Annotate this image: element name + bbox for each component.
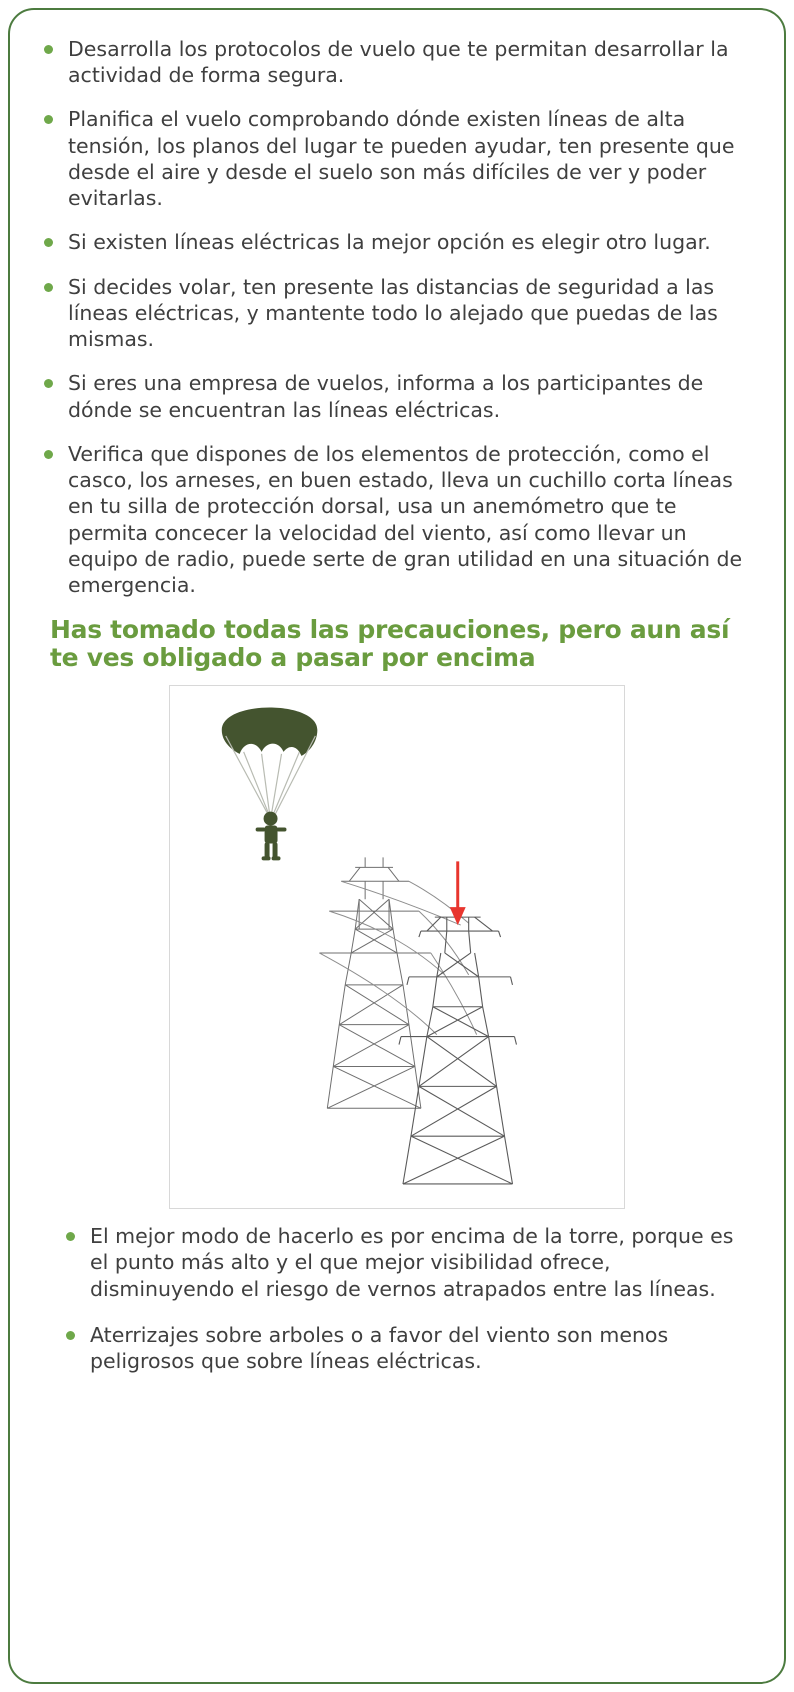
parachute-canopy-icon	[222, 708, 318, 756]
red-arrow-icon	[450, 862, 466, 926]
list-item: Si existen líneas eléctricas la mejor opción es elegir otro lugar.	[40, 229, 754, 255]
pilot-figure-icon	[256, 812, 287, 861]
safety-tips-list-bottom	[40, 1223, 754, 1374]
list-item: Desarrolla los protocolos de vuelo que te permitan desarrollar la actividad de forma segura.	[40, 36, 754, 88]
list-item: Planifica el vuelo comprobando dónde existen líneas de alta tensión, los planos del lugar te pueden ayudar, ten presente que desde el aire y desde el suelo son más difíciles de ver y poder evitarlas.	[40, 106, 754, 211]
info-card	[8, 8, 786, 1684]
paraglider-over-power-lines-illustration	[170, 686, 624, 1208]
power-tower-back-icon	[319, 858, 431, 1109]
list-item: Aterrizajes sobre arboles o a favor del viento son menos peligrosos que sobre líneas eléctricas.	[62, 1322, 754, 1374]
section-heading: Has tomado todas las precauciones, pero aun así te ves obligado a pasar por encima	[50, 615, 730, 672]
illustration-frame	[169, 685, 625, 1209]
safety-tips-list-top	[40, 36, 754, 598]
list-item: Si decides volar, ten presente las distancias de seguridad a las líneas eléctricas, y mantente todo lo alejado que puedas de las mismas.	[40, 274, 754, 353]
list-item: Si eres una empresa de vuelos, informa a los participantes de dónde se encuentran las líneas eléctricas.	[40, 370, 754, 422]
card-content	[10, 10, 784, 1404]
list-item: El mejor modo de hacerlo es por encima de la torre, porque es el punto más alto y el que mejor visibilidad ofrece, disminuyendo el riesgo de vernos atrapados entre las líneas.	[62, 1223, 754, 1302]
list-item: Verifica que dispones de los elementos de protección, como el casco, los arneses, en buen estado, lleva un cuchillo corta líneas en tu silla de protección dorsal, usa un anemómetro que te permita concecer la velocidad del viento, así como llevar un equipo de radio, puede serte de gran utilidad en una situación de emergencia.	[40, 441, 754, 598]
